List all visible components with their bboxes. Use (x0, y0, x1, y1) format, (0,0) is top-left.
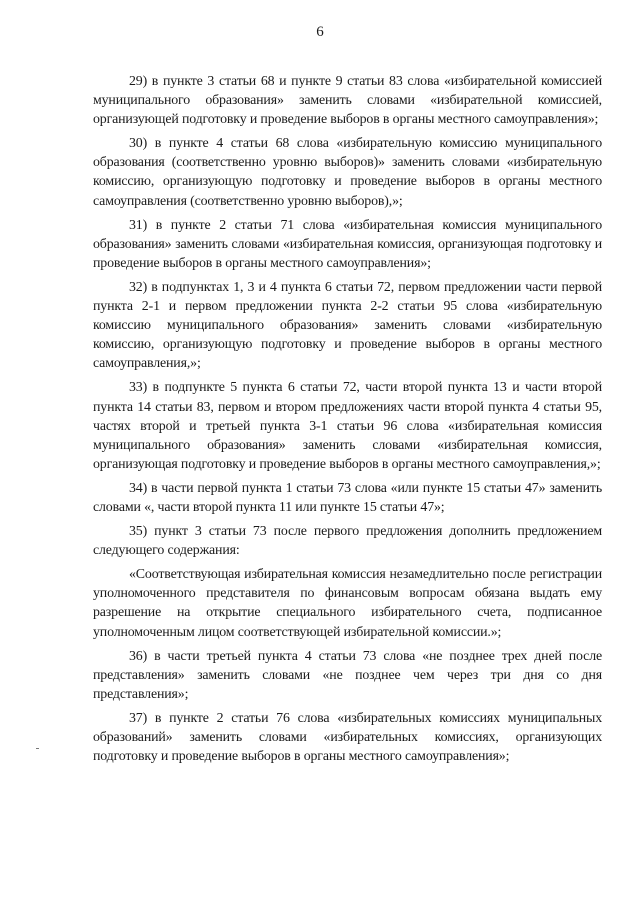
paragraph-33: 33) в подпункте 5 пункта 6 статьи 72, части второй пункта 13 и части второй пункта 14 статьи 83, первом и втором предложениях части второй пункта 4 статьи 95, частях второй и третьей пункта 3-1 статьи 96 слова «избирательная комиссия муниципального образования» заменить словами «избирательная комиссия, организующая подготовку и проведение выборов в органы местного самоуправления,»; (93, 380, 602, 472)
document-body (93, 72, 602, 771)
quoted-amendment-text: «Соответствующая избирательная комиссия незамедлительно после регистрации уполномоченного представителя по финансовым вопросам обязана выдать ему разрешение на открытие специального избирательного счета, подписанное уполномоченным лицом соответствующей избирательной комиссии.»; (93, 567, 602, 640)
scan-margin-mark (36, 748, 39, 749)
paragraph-34: 34) в части первой пункта 1 статьи 73 слова «или пункте 15 статьи 47» заменить словами «, части второй пункта 11 или пункте 15 статьи 47»; (93, 480, 602, 515)
paragraph-35: 35) пункт 3 статьи 73 после первого предложения дополнить предложением следующего содержания: (93, 524, 602, 559)
paragraph-32: 32) в подпунктах 1, 3 и 4 пункта 6 статьи 72, первом предложении части первой пункта 2-1 и первом предложении пункта 2-2 статьи 95 слова «избирательную комиссию муниципального образования» заменить словами «избирательную комиссию, организующую подготовку и проведение выборов в органы местного самоуправления,»; (93, 279, 602, 372)
paragraph-30: 30) в пункте 4 статьи 68 слова «избирательную комиссию муниципального образования (соответственно уровню выборов)» заменить словами «избирательную комиссию, организующую подготовку и проведение выборов в органы местного самоуправления (соответственно уровню выборов),»; (93, 136, 602, 209)
page-number: 6 (316, 24, 324, 40)
paragraph-36: 36) в части третьей пункта 4 статьи 73 слова «не позднее трех дней после представления» заменить словами «не позднее чем через три дня со дня представления»; (93, 648, 602, 702)
paragraph-31: 31) в пункте 2 статьи 71 слова «избирательная комиссия муниципального образования» заменить словами «избирательная комиссия, организующая подготовку и проведение выборов в органы местного самоуправления»; (93, 217, 602, 271)
paragraph-37: 37) в пункте 2 статьи 76 слова «избирательных комиссиях муниципальных образований» заменить словами «избирательных комиссиях, организующих подготовку и проведение выборов в органы местного самоуправления»; (93, 710, 602, 765)
paragraph-29: 29) в пункте 3 статьи 68 и пункте 9 статьи 83 слова «избирательной комиссией муниципального образования» заменить словами «избирательной комиссией, организующей подготовку и проведение выборов в органы местного самоуправления»; (93, 74, 602, 128)
